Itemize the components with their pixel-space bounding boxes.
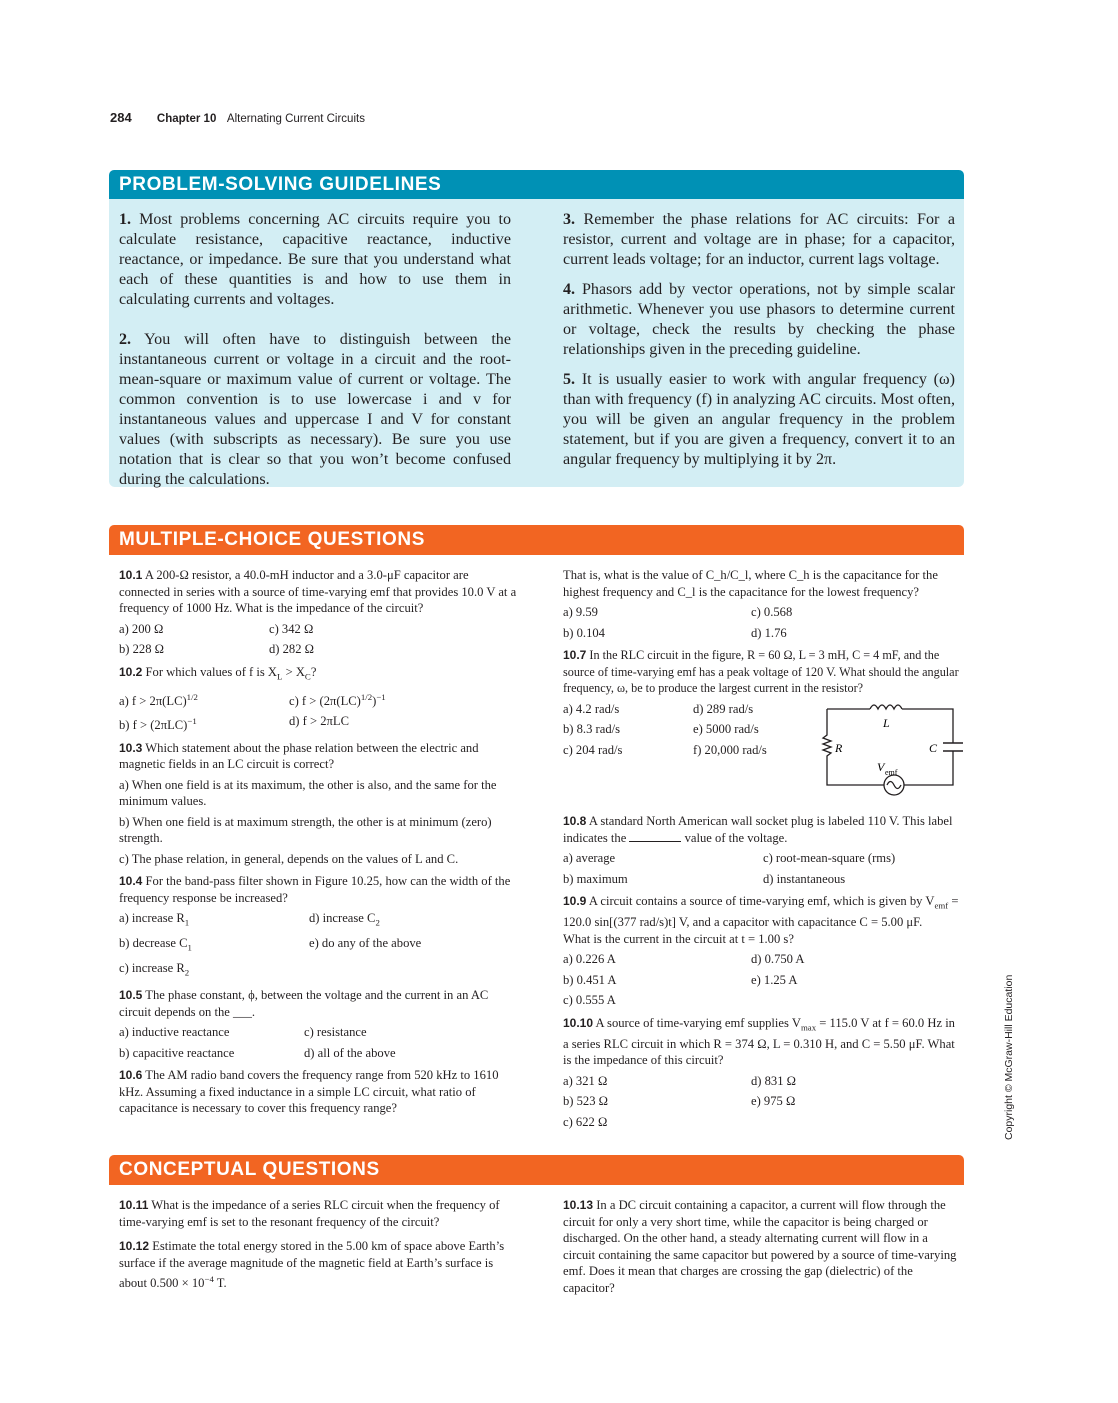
guideline-5: 5. It is usually easier to work with angular frequency (ω) than with frequency (f) in analyzing AC circuits. Most often, you will be given an angular frequency in the problem statement, but if you are given a frequency, convert it to an angular frequency by multiplying it by 2π.	[563, 371, 955, 468]
inductor-coil	[870, 705, 902, 709]
option: c) $f > (2\pi(LC)^{1/2})^{-1}$	[289, 691, 386, 708]
page-number: 284	[110, 110, 132, 125]
option: b) 0.104	[563, 625, 605, 640]
option: b) $f > (2\pi LC)^{-1}$	[119, 716, 197, 733]
guideline-3: 3. Remember the phase relations for AC circuits: For a resistor, current and voltage are in phase; for a capacitor, current leads voltage; for an inductor, current lags voltage.	[563, 211, 955, 268]
question-10-10: 10.10 A source of time-varying emf supplies $V_{max} = 115.0$ V at f = 60.0 Hz in a series RLC circuit in which R = 374 Ω, L = 0.310 H, and C = 5.50 μF. What is the impedance of this circuit?	[563, 1015, 955, 1068]
conceptual-right-column	[563, 1197, 963, 1300]
psg-left-column	[119, 210, 511, 510]
capacitor-label: C	[929, 741, 938, 755]
question-10-11: 10.11 What is the impedance of a series RLC circuit when the frequency of time-varying emf is set to the resonant frequency of the circuit?	[119, 1198, 500, 1229]
option: c) 622 Ω	[563, 1114, 608, 1129]
option: a) When one field is at its maximum, the other is also, and the same for the minimum values.	[119, 777, 497, 809]
option: b) 228 Ω	[119, 642, 165, 656]
chapter-title: Alternating Current Circuits	[226, 113, 365, 125]
copyright-notice: Copyright © McGraw-Hill Education	[1003, 974, 1015, 1140]
option: d) increase $C_2$	[309, 911, 380, 928]
rlc-circuit-figure	[815, 697, 965, 807]
guideline-2: 2. You will often have to distinguish between the instantaneous current or voltage in a circuit and the root-mean-square or maximum value of current or voltage. The common convention is to use lowercase i and v for instantaneous values and uppercase I and V for constant values (with subscripts as necessary). Be sure you use notation that is clear so that you won’t become confused during the calculations.	[119, 331, 511, 488]
running-head	[110, 110, 365, 125]
option: a) 321 Ω	[563, 1073, 608, 1088]
option: d) 0.750 A	[751, 952, 805, 967]
question-10-9-prompt: What is the current in the circuit at t = 1.00 s?	[563, 931, 794, 946]
question-10-12: 10.12 Estimate the total energy stored in the 5.00 km of space above Earth’s surface if the average magnitude of the magnetic field at Earth’s surface is about $0.500 \times 10^{-4}$ T.	[119, 1239, 505, 1291]
guideline-1: 1. Most problems concerning AC circuits require you to calculate resistance, capacitive reactance, inductive reactance, or impedance. Be sure that you understand what each of these quantities is and how to use them in calculating currents and voltages.	[119, 211, 511, 308]
question-10-3: 10.3 Which statement about the phase relation between the electric and magnetic fields in an LC circuit is correct?	[119, 740, 479, 772]
mcq-title: MULTIPLE-CHOICE QUESTIONS	[109, 525, 964, 555]
capacitor-plates	[943, 743, 963, 751]
option: b) 8.3 rad/s	[563, 722, 621, 736]
question-10-8: 10.8 A standard North American wall socket plug is labeled 110 V. This label indicates the value of the voltage.	[563, 814, 953, 845]
psg-right-column	[563, 210, 955, 490]
option: a) 0.226 A	[563, 952, 616, 967]
option: a) 200 Ω	[119, 621, 164, 636]
conceptual-left-column	[119, 1197, 521, 1296]
source-label: V	[877, 760, 885, 774]
option: b) 523 Ω	[563, 1094, 609, 1109]
option: d) f > 2πLC	[289, 714, 349, 729]
option: a) increase $R_1$	[119, 911, 190, 928]
option: a) inductive reactance	[119, 1025, 230, 1040]
option: d) instantaneous	[763, 871, 846, 886]
option: f) 20,000 rad/s	[693, 742, 767, 757]
option: a) f > 2π(LC)$^{1/2}$	[119, 691, 198, 708]
resistor-zigzag	[823, 709, 884, 785]
psg-title: PROBLEM-SOLVING GUIDELINES	[109, 170, 964, 200]
mcq-left-column	[119, 567, 517, 1121]
option: c) 0.568	[751, 605, 793, 619]
option: c) The phase relation, in general, depends on the values of L and C.	[119, 851, 459, 866]
option: d) 282 Ω	[269, 642, 315, 656]
option: c) 0.555 A	[563, 993, 616, 1008]
question-10-13: 10.13 In a DC circuit containing a capacitor, a current will flow through the circuit for only a very short time, while the capacitor is being charged or discharged. On the other hand, a steady alternating current will flow in a circuit containing the same capacitor but powered by a source of time-varying emf. Does it mean that charges are crossing the gap (dielectric) of the capacitor?	[563, 1198, 957, 1295]
option: d) all of the above	[304, 1045, 396, 1060]
option: b) maximum	[563, 871, 628, 886]
inductor-label: L	[883, 716, 890, 730]
question-10-2: 10.2 For which values of f is $X_L > X_C$?	[119, 664, 317, 682]
option: c) 342 Ω	[269, 621, 314, 636]
option: c) increase $R_2$	[119, 961, 190, 978]
option: b) When one field is at maximum strength, the other is at minimum (zero) strength.	[119, 814, 492, 846]
option: c) resistance	[304, 1025, 367, 1040]
option: e) do any of the above	[309, 936, 422, 951]
option: e) 975 Ω	[751, 1094, 796, 1109]
option: a) 9.59	[563, 605, 598, 619]
option: d) 1.76	[751, 625, 787, 640]
option: d) 289 rad/s	[693, 701, 754, 716]
question-10-6-cont: That is, what is the value of C_h/C_l, where C_h is the capacitance for the highest frequency and C_l is the capacitance for the lowest frequency?	[563, 568, 938, 599]
source-subscript: emf	[885, 768, 898, 777]
question-10-7: 10.7 In the RLC circuit in the figure, R = 60 Ω, L = 3 mH, C = 4 mF, and the source of time-varying emf has a peak voltage of 120 V. What should the angular frequency, ω, be to produce the largest current in the resistor?	[563, 648, 959, 695]
question-10-1: 10.1 A 200-Ω resistor, a 40.0-mH inductor and a 3.0-μF capacitor are connected in series with a source of time-varying emf that provides 10.0 V at a frequency of 1000 Hz. What is the impedance of the circuit?	[119, 568, 517, 615]
option: b) capacitive reactance	[119, 1045, 235, 1060]
option: b) decrease $C_1$	[119, 936, 192, 953]
option: d) 831 Ω	[751, 1073, 797, 1088]
chapter-label: Chapter 10	[156, 113, 217, 125]
option: c) root-mean-square (rms)	[763, 851, 896, 865]
question-10-9: 10.9 A circuit contains a source of time-varying emf, which is given by $V_{emf} = 120.0$ sin[(377 rad/s)t] V, and a capacitor with capacitance C = 5.00 μF.	[563, 894, 959, 930]
option: b) 0.451 A	[563, 972, 617, 987]
option: a) average	[563, 851, 616, 865]
option: a) 4.2 rad/s	[563, 701, 620, 716]
option: e) 1.25 A	[751, 972, 798, 987]
question-10-5: 10.5 The phase constant, ϕ, between the voltage and the current in an AC circuit depends on the ___.	[119, 988, 489, 1019]
resistor-label: R	[835, 741, 843, 755]
option: e) 5000 rad/s	[693, 722, 759, 736]
question-10-4: 10.4 For the band-pass filter shown in Figure 10.25, how can the width of the frequency response be increased?	[119, 874, 511, 905]
conceptual-title: CONCEPTUAL QUESTIONS	[109, 1155, 964, 1185]
mcq-right-column-lower	[563, 813, 963, 1134]
guideline-4: 4. Phasors add by vector operations, not by simple scalar arithmetic. Whenever you use phasors to determine current or voltage, check the results by checking the phase relationships given in the preceding guideline.	[563, 281, 955, 358]
option: c) 204 rad/s	[563, 742, 623, 757]
question-10-6: 10.6 The AM radio band covers the frequency range from 520 kHz to 1610 kHz. Assuming a fixed inductance in a simple LC circuit, what ratio of capacitance is necessary to cover this frequency range?	[119, 1068, 499, 1116]
